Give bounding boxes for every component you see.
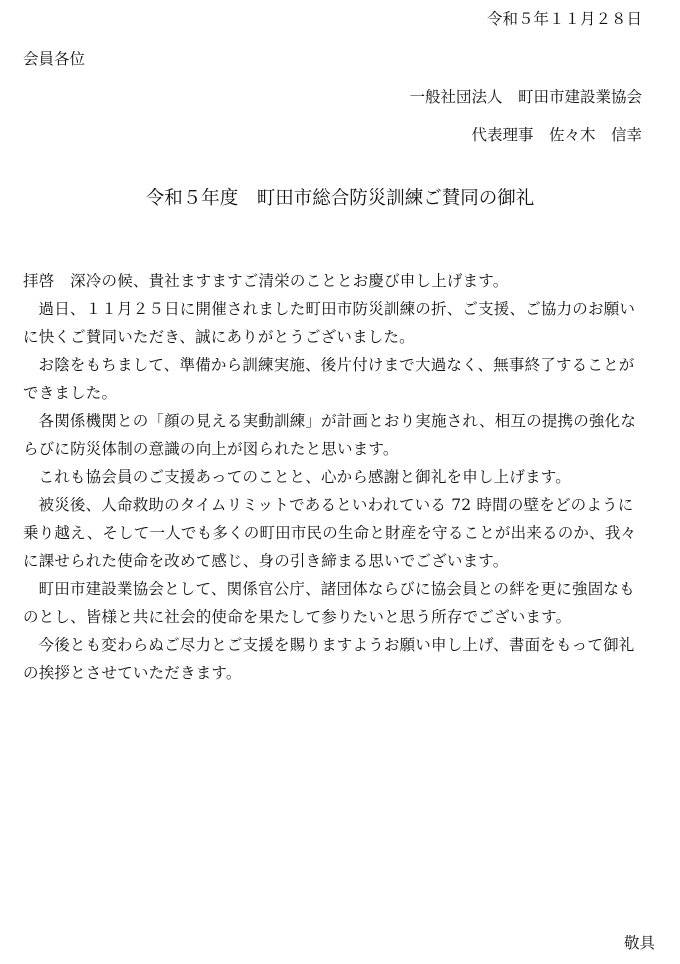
sender-organization: 一般社団法人 町田市建設業協会 bbox=[409, 88, 642, 106]
closing-word: 敬具 bbox=[623, 934, 655, 952]
paragraph-thanks: 過日、１１月２５日に開催されました町田市防災訓練の折、ご支援、ご協力のお願いに快くご賛同いただき、誠にありがとうございました。 bbox=[23, 300, 636, 346]
paragraph-completion: お陰をもちまして、準備から訓練実施、後片付けまで大過なく、無事終了することができました。 bbox=[23, 356, 635, 402]
document-title: 令和５年度 町田市総合防災訓練ご賛同の御礼 bbox=[145, 188, 535, 209]
letter-body bbox=[23, 267, 649, 687]
paragraph-closing-request: 今後とも変わらぬご尽力とご支援を賜りますようお願い申し上げ、書面をもって御礼の挨拶とさせていただきます。 bbox=[23, 636, 635, 682]
sender-representative: 代表理事 佐々木 信幸 bbox=[471, 126, 642, 144]
paragraph-gratitude: これも協会員のご支援あってのことと、心から感謝と御礼を申し上げます。 bbox=[38, 468, 571, 486]
paragraph-mission: 被災後、人命救助のタイムリミットであるといわれている 72 時間の壁をどのように乗り越え、そして一人でも多くの町田市民の生命と財産を守ることが出来るのか、我々に課せられた使命を改めて感じ、身の引き締まる思いでございます。 bbox=[23, 496, 637, 570]
paragraph-association: 町田市建設業協会として、関係官公庁、諸団体ならびに協会員との絆を更に強固なものとし、皆様と共に社会的使命を果たして参りたいと思う所存でございます。 bbox=[23, 580, 635, 626]
recipient-line: 会員各位 bbox=[23, 50, 86, 68]
date-line: 令和５年１１月２８日 bbox=[486, 10, 642, 28]
paragraph-training: 各関係機関との「顔の見える実動訓練」が計画とおり実施され、相互の提携の強化ならびに防災体制の意識の向上が図られたと思います。 bbox=[23, 412, 637, 458]
paragraph-greeting: 拝啓 深冷の候、貴社ますますご清栄のこととお慶び申し上げます。 bbox=[23, 272, 509, 290]
